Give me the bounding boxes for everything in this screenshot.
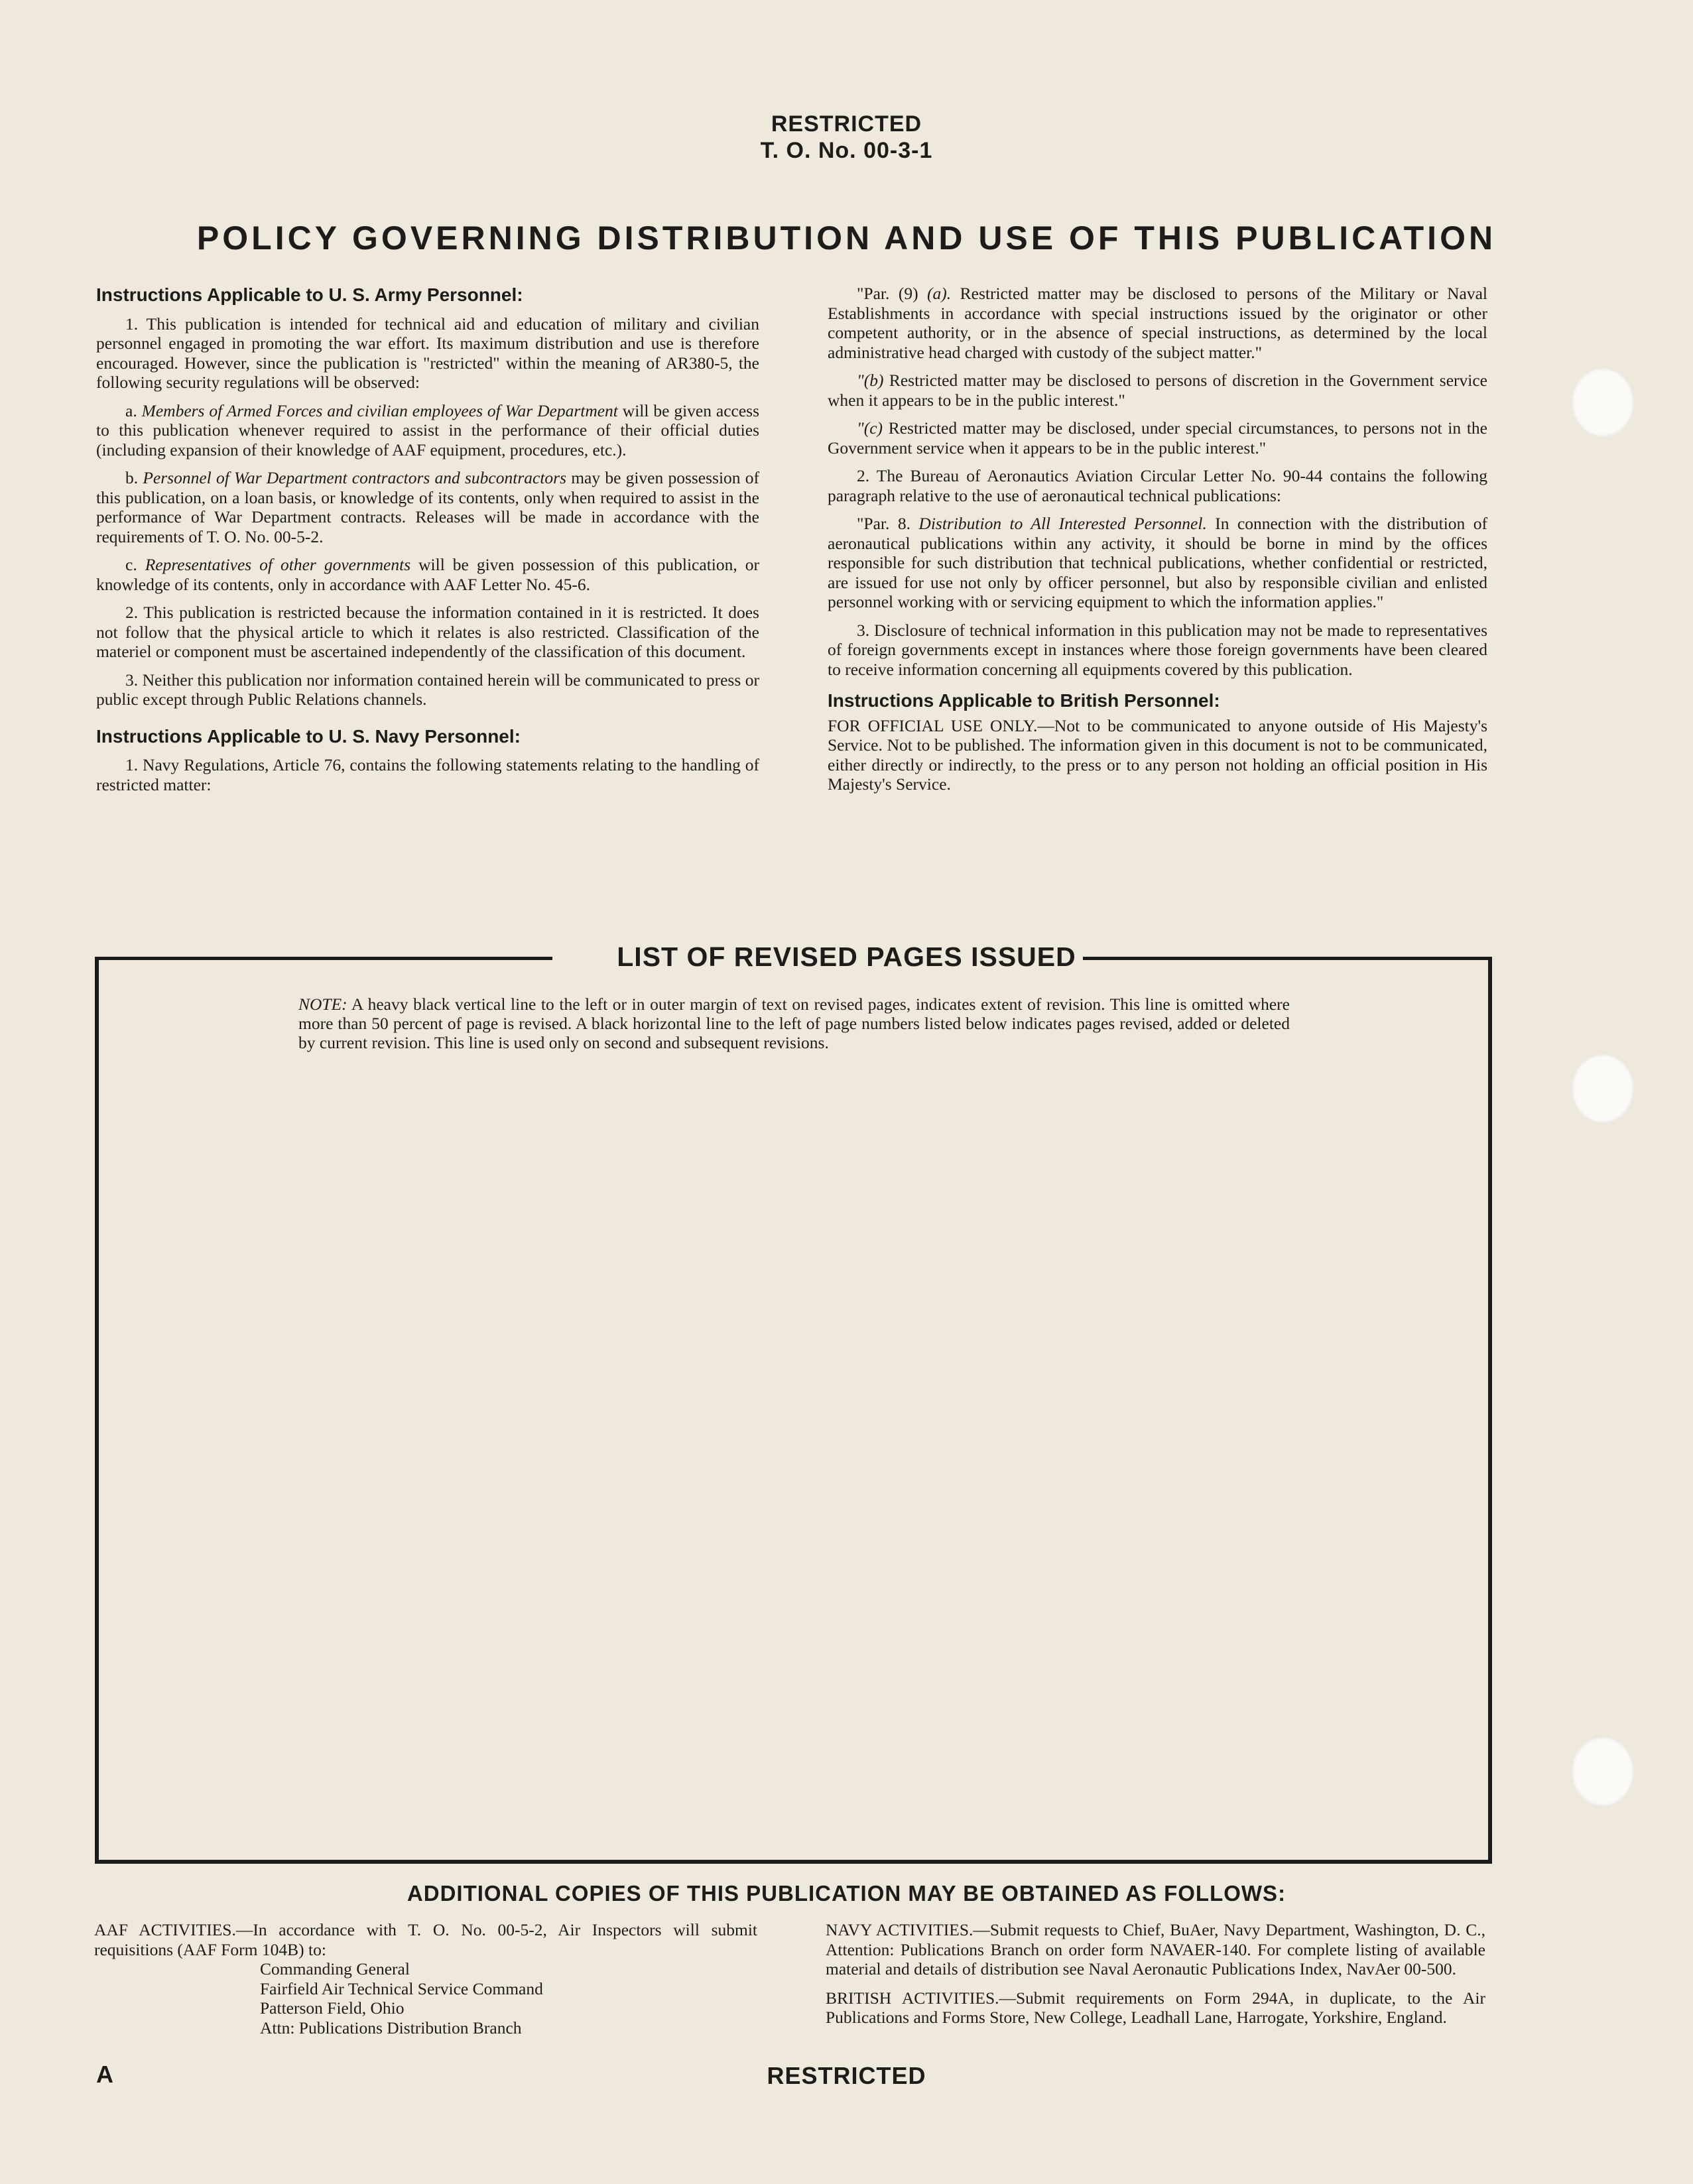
army-paragraph-3: 3. Neither this publication nor information contained herein will be communicated to press or public except through Public Relations channels. [96,670,759,709]
left-column [96,278,759,803]
revised-pages-box [95,957,1492,1864]
header-to-number: T. O. No. 00-3-1 [760,138,933,163]
army-a-text: will be given access to this publication whenever required to assist in the performance of their official duties (including expansion of their knowledge of AAF equipment, procedures, etc.). [96,400,759,459]
army-a-lead: a. [125,400,142,420]
navy-b-emphasis: "(b) [857,371,884,390]
binder-hole-top [1572,368,1634,437]
navy-9a-text: Restricted matter may be disclosed to persons of the Military or Naval Establishments in accordance with special instructions issued by the originator or other competent authority, or in the absence of special instructions, as determined by the local administrative head charged with custody of the subject matter." [828,284,1487,362]
navy-quote-9a [828,284,1487,362]
navy-c-emphasis: "(c) [857,418,883,438]
additional-copies-title: ADDITIONAL COPIES OF THIS PUBLICATION MAY BE OBTAINED AS FOLLOWS: [407,1881,1286,1906]
army-c-lead: c. [125,555,145,574]
navy-par8-emphasis: Distribution to All Interested Personnel. [918,514,1207,533]
army-b-lead: b. [125,468,143,487]
british-activities: BRITISH ACTIVITIES.—Submit requirements on Form 294A, in duplicate, to the Air Publications and Forms Store, New College, Leadhall Lane, Harrogate, Yorkshire, England. [826,1988,1485,2027]
header-classification: RESTRICTED [771,111,922,137]
army-paragraph-1: 1. This publication is intended for technical aid and education of military and civilian personnel engaged in promoting the war effort. Its maximum distribution and use is therefore encouraged. However, since the publication is "restricted" within the meaning of AR380-5, the following security regulations will be observed: [96,314,759,392]
page-letter: A [96,2061,113,2088]
aaf-address-line-4: Attn: Publications Distribution Branch [260,2018,522,2037]
revised-pages-title [0,941,1693,973]
navy-quote-c [828,418,1487,457]
british-text: FOR OFFICIAL USE ONLY.—Not to be communicated to anyone outside of His Majesty's Service. Not to be published. The information given in this document is not to be communicated, either directly or indirectly, to the press or to any person not holding an official position in His Majesty's Service. [828,715,1487,794]
army-paragraph-2: 2. This publication is restricted because the information contained in it is restricted. It does not follow that the physical article to which it relates is also restricted. Classification of the materiel or component must be ascertained independently of the classification of this document. [96,603,759,661]
revised-note [298,995,1290,1052]
binder-hole-middle [1572,1054,1634,1123]
army-heading: Instructions Applicable to U. S. Army Personnel: [96,284,523,305]
revised-pages-title-text: LIST OF REVISED PAGES ISSUED [610,941,1082,972]
navy-par8-text: In connection with the distribution of aeronautical publications within any activity, it should be borne in mind by the offices responsible for such distribution that technical publications, whether confidential or restricted, are issued for use not only by officer personnel, but also by responsible civilian and enlisted personnel working with or servicing equipment to which the information applies." [828,514,1487,611]
note-text: A heavy black vertical line to the left or in outer margin of text on revised pages, indicates extent of revision. This line is omitted where more than 50 percent of page is revised. A black horizontal line to the left of page numbers listed below indicates pages revised, added or deleted by current revision. This line is used only on second and subsequent revisions. [298,995,1290,1052]
note-label: NOTE: [298,995,347,1014]
aaf-text: AAF ACTIVITIES.—In accordance with T. O. No. 00-5-2, Air Inspectors will submit requisitions (AAF Form 104B) to: [94,1920,757,1959]
aaf-address-line-3: Patterson Field, Ohio [260,1998,405,2018]
aaf-address-line-2: Fairfield Air Technical Service Command [260,1978,543,1998]
navy-activities: NAVY ACTIVITIES.—Submit requests to Chief, BuAer, Navy Department, Washington, D. C., Attention: Publications Branch on order form NAVAER-140. For complete listing of available material and details of distribution see Naval Aeronautic Publications Index, NavAer 00-500. [826,1920,1485,1978]
army-c-text: will be given possession of this publication, or knowledge of its contents, only in accordance with AAF Letter No. 45-6. [96,555,759,594]
army-a-emphasis: Members of Armed Forces and civilian employees of War Department [141,400,618,420]
navy-heading: Instructions Applicable to U. S. Navy Personnel: [96,725,521,747]
navy-quote-par8 [828,514,1487,612]
footer-classification: RESTRICTED [767,2062,926,2089]
navy-9a-emphasis: (a). [927,284,952,303]
navy-british-activities [826,1920,1485,2037]
navy-c-text: Restricted matter may be disclosed, under special circumstances, to persons not in the Government service when it appears to be in the public interest." [828,418,1487,457]
right-column [828,284,1487,803]
navy-9a-lead: "Par. (9) [857,284,928,303]
army-c-emphasis: Representatives of other governments [145,555,411,574]
navy-par8-lead: "Par. 8. [857,514,919,533]
army-b-text: may be given possession of this publication, on a loan basis, or knowledge of its contents, only when required to assist in the performance of War Department contracts. Releases will be made in accordance with the requirements of T. O. No. 00-5-2. [96,468,760,546]
navy-quote-b [828,371,1487,410]
navy-paragraph-2: 2. The Bureau of Aeronautics Aviation Circular Letter No. 90-44 contains the following paragraph relative to the use of aeronautical technical publications: [828,466,1487,505]
aaf-activities [94,1920,757,2037]
binder-hole-bottom [1572,1737,1634,1806]
army-paragraph-b [96,468,759,546]
navy-paragraph-3: 3. Disclosure of technical information in this publication may not be made to representatives of foreign governments except in instances where those foreign governments have been cleared to receive information concerning all equipments covered by this publication. [828,620,1487,679]
army-paragraph-a [96,401,759,460]
aaf-address-line-1: Commanding General [260,1959,410,1978]
page-title: POLICY GOVERNING DISTRIBUTION AND USE OF THIS PUBLICATION [196,219,1497,257]
army-b-emphasis: Personnel of War Department contractors and subcontractors [143,468,567,487]
army-paragraph-c [96,555,759,594]
british-heading: Instructions Applicable to British Personnel: [828,690,1220,711]
navy-b-text: Restricted matter may be disclosed to persons of discretion in the Government service when it appears to be in the public interest." [828,371,1487,410]
navy-paragraph-1: 1. Navy Regulations, Article 76, contains the following statements relating to the handling of restricted matter: [96,755,759,794]
